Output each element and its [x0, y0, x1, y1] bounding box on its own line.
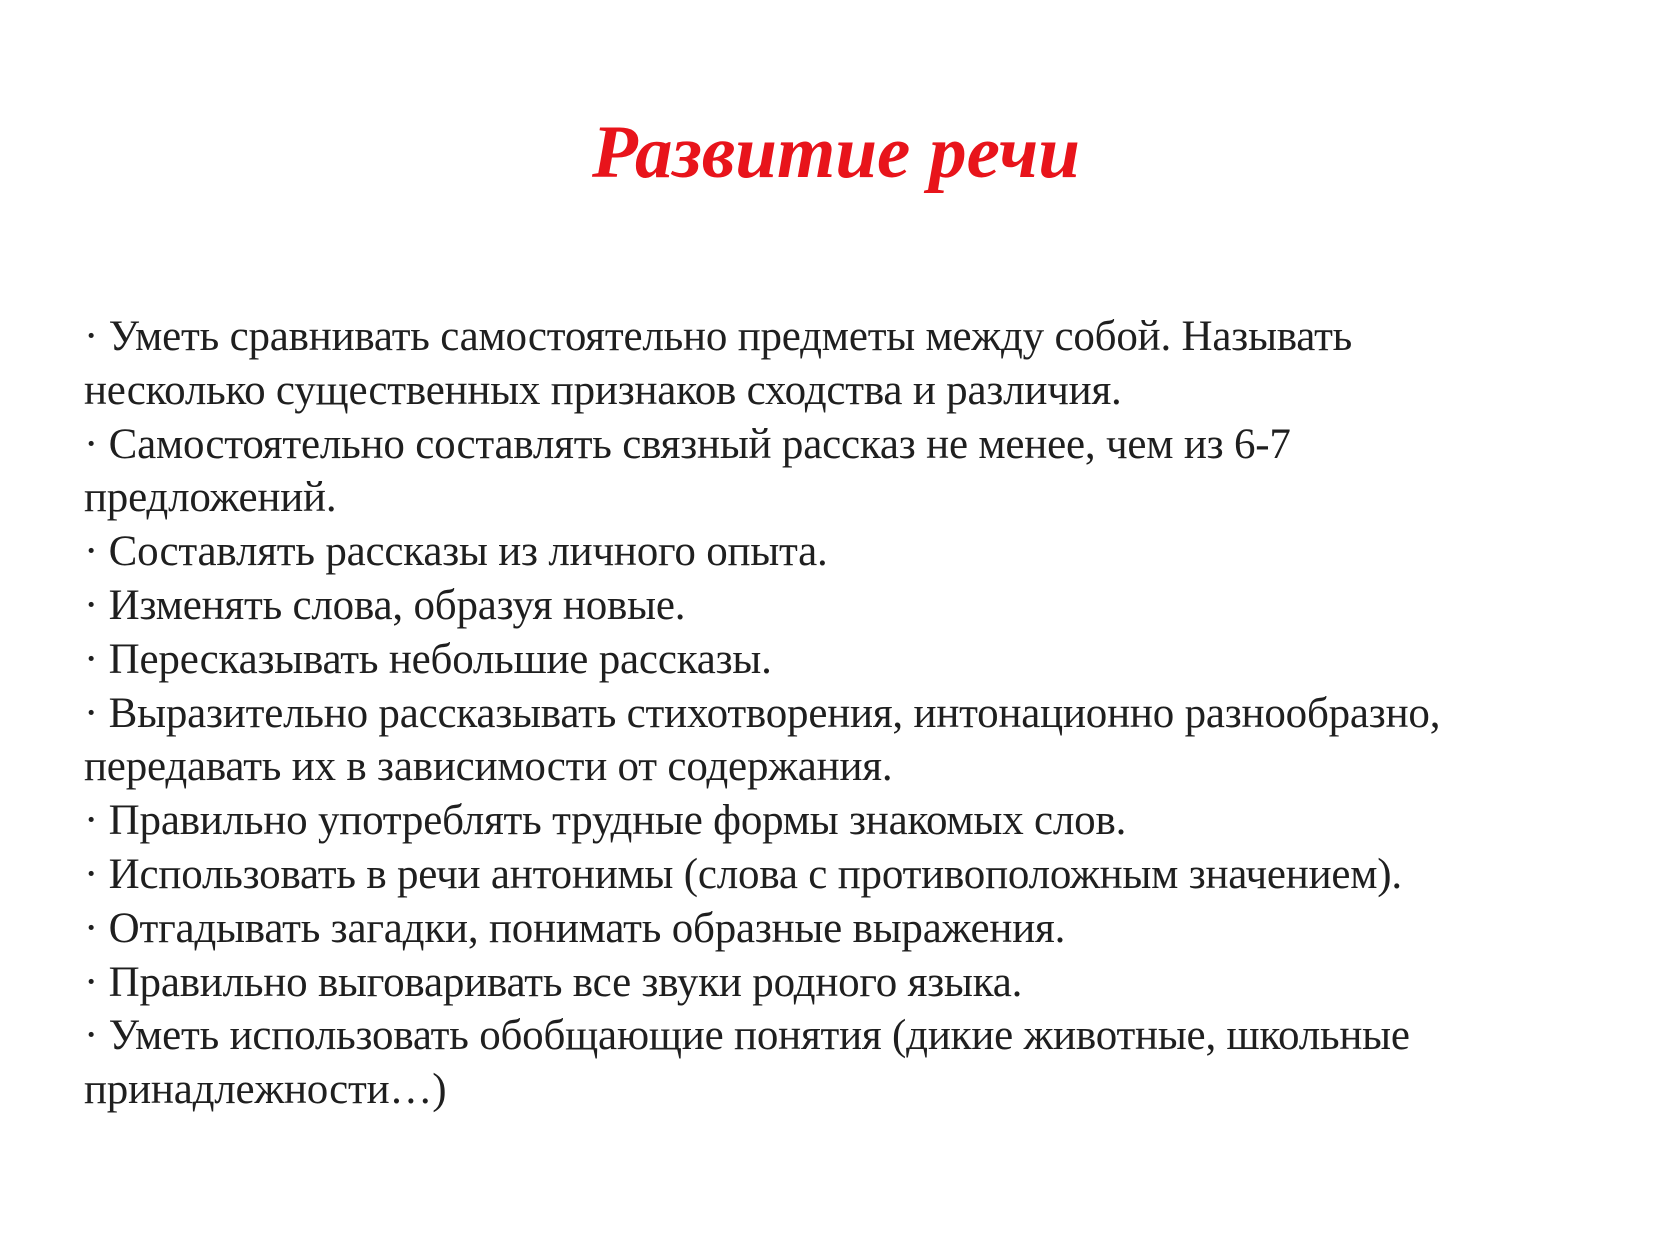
- text-line: · Правильно выговаривать все звуки родного языка.: [84, 958, 1023, 1006]
- text-line: · Составлять рассказы из личного опыта.: [84, 528, 828, 576]
- page-title: Развитие речи: [592, 111, 1080, 194]
- text-line: · Отгадывать загадки, понимать образные выражения.: [84, 904, 1066, 952]
- text-line: · Выразительно рассказывать стихотворения, интонационно разнообразно,: [84, 689, 1441, 737]
- text-line: несколько существенных признаков сходства и различия.: [84, 366, 1122, 414]
- text-line: · Уметь использовать обобщающие понятия (дикие животные, школьные: [84, 1012, 1410, 1060]
- text-line: предложений.: [84, 474, 337, 522]
- text-line: · Уметь сравнивать самостоятельно предметы между собой. Называть: [84, 313, 1353, 360]
- text-line: · Самостоятельно составлять связный рассказ не менее, чем из 6-7: [84, 420, 1291, 468]
- text-line: · Изменять слова, образуя новые.: [84, 581, 686, 629]
- text-line: передавать их в зависимости от содержания.: [84, 743, 893, 791]
- text-line: · Использовать в речи антонимы (слова с противоположным значением).: [84, 850, 1402, 898]
- text-line: · Пересказывать небольшие рассказы.: [84, 635, 772, 683]
- text-line: · Правильно употреблять трудные формы знакомых слов.: [84, 797, 1127, 845]
- requirements-list: [84, 310, 1584, 1117]
- text-line: принадлежности…): [84, 1066, 447, 1114]
